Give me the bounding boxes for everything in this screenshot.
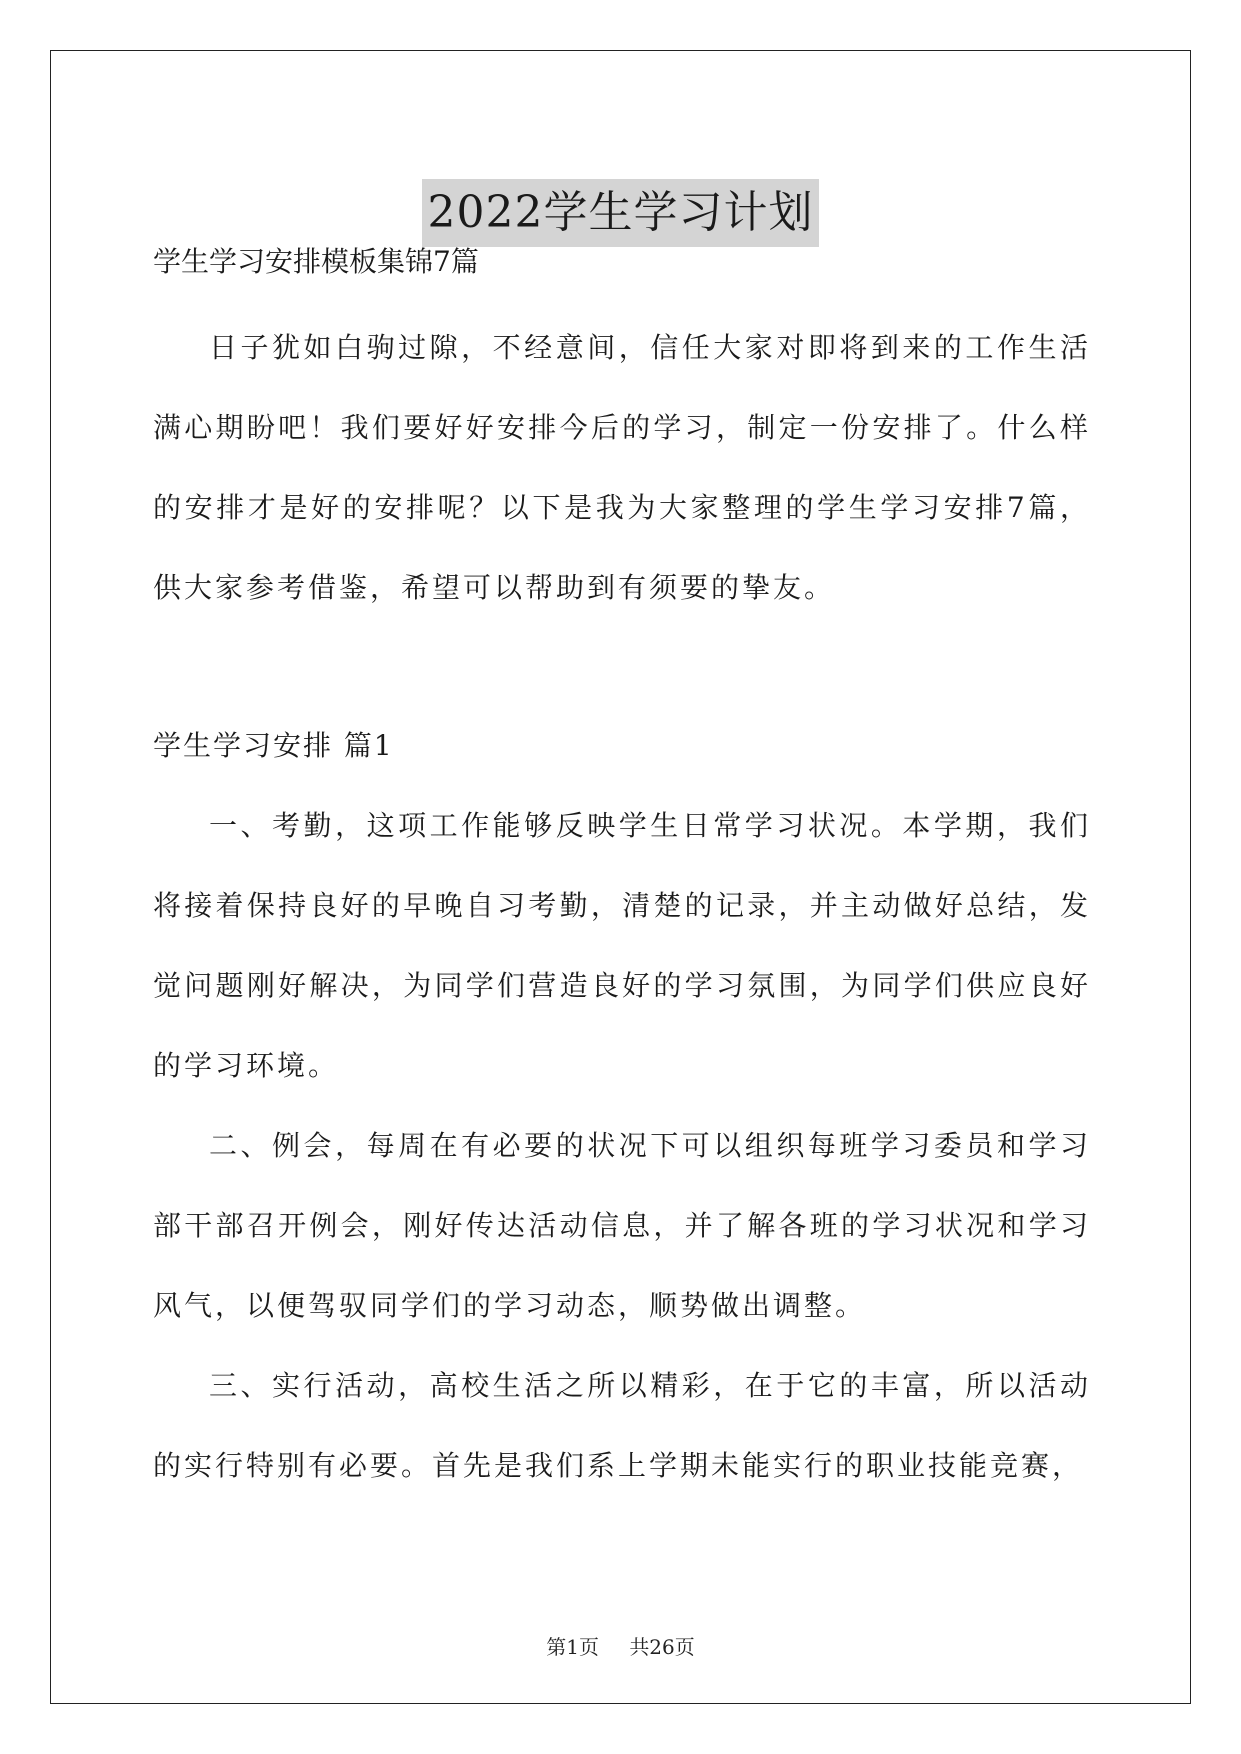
page-footer bbox=[0, 1634, 1241, 1660]
body-paragraph-1: 一、考勤，这项工作能够反映学生日常学习状况。本学期，我们将接着保持良好的早晚自习考勤，清楚的记录，并主动做好总结，发觉问题刚好解决，为同学们营造良好的学习氛围，为同学们供应良好的学习环境。 bbox=[153, 809, 1091, 1082]
section-heading: 学生学习安排 篇1 bbox=[153, 729, 394, 762]
body-paragraph-3: 三、实行活动，高校生活之所以精彩，在于它的丰富，所以活动的实行特别有必要。首先是我们系上学期未能实行的职业技能竞赛， bbox=[153, 1369, 1091, 1482]
page-number-current: 第1页 bbox=[546, 1635, 599, 1659]
body-paragraph-2: 二、例会，每周在有必要的状况下可以组织每班学习委员和学习部干部召开例会，刚好传达活动信息，并了解各班的学习状况和学习风气，以便驾驭同学们的学习动态，顺势做出调整。 bbox=[153, 1129, 1091, 1322]
document-subtitle: 学生学习安排模板集锦7篇 bbox=[153, 245, 479, 278]
document-title: 2022学生学习计划 bbox=[422, 179, 820, 247]
intro-paragraph: 日子犹如白驹过隙，不经意间，信任大家对即将到来的工作生活满心期盼吧！我们要好好安排今后的学习，制定一份安排了。什么样的安排才是好的安排呢？以下是我为大家整理的学生学习安排7篇，供大家参考借鉴，希望可以帮助到有须要的挚友。 bbox=[153, 331, 1091, 604]
document-body bbox=[153, 236, 1091, 1506]
page-number-total: 共26页 bbox=[629, 1635, 695, 1659]
